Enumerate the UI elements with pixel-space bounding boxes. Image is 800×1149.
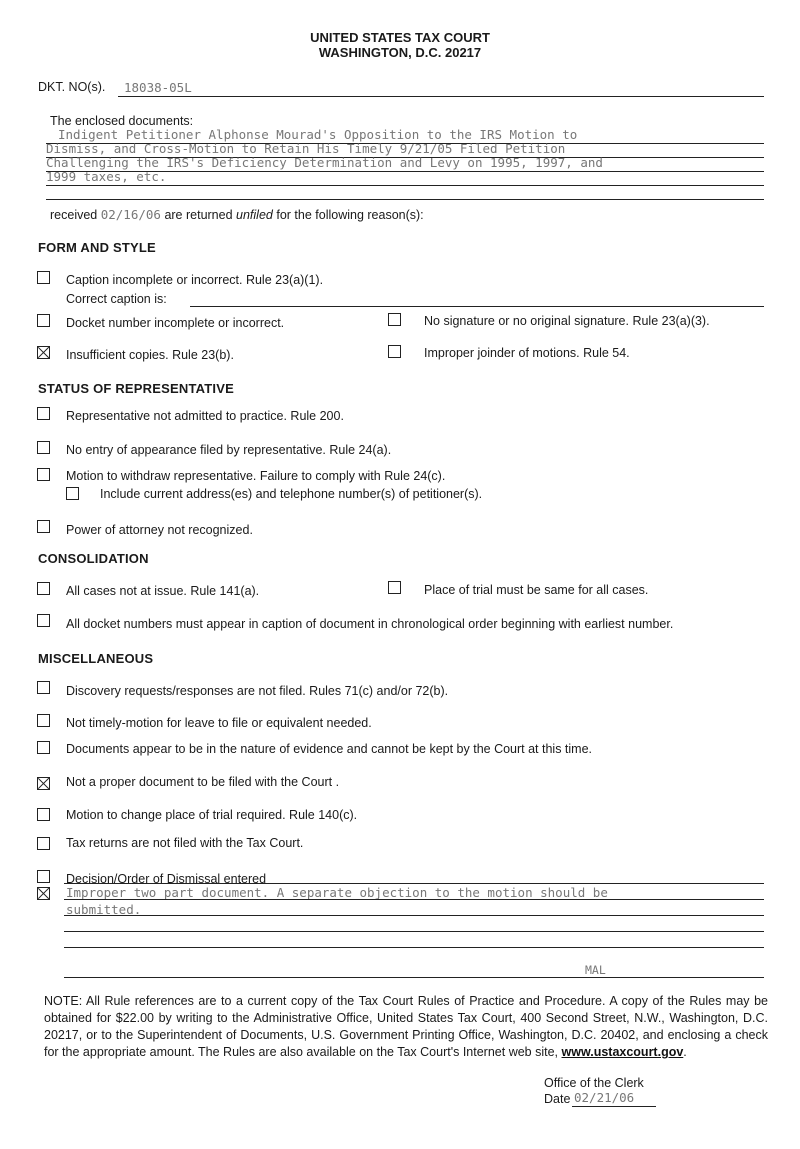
enclosed-line-3: Challenging the IRS's Deficiency Determination and Levy on 1995, 1997, and: [46, 155, 603, 170]
tax-returns-label: Tax returns are not filed with the Tax Court.: [66, 836, 304, 850]
received-mid: are returned: [164, 208, 233, 222]
other-line-1: [64, 899, 764, 900]
power-attorney-label: Power of attorney not recognized.: [66, 523, 253, 537]
date-label: Date: [544, 1092, 571, 1106]
checkbox-not-proper[interactable]: [37, 777, 50, 790]
docket-number: 18038-05L: [124, 80, 192, 95]
checkbox-withdraw[interactable]: [37, 468, 50, 481]
date-value: 02/21/06: [574, 1090, 635, 1105]
other-line-4: [64, 947, 764, 948]
rules-note: [44, 993, 768, 1061]
withdraw-label: Motion to withdraw representative. Failure to comply with Rule 24(c).: [66, 469, 446, 483]
not-timely-label: Not timely-motion for leave to file or equivalent needed.: [66, 716, 372, 730]
insufficient-copies-label: Insufficient copies. Rule 23(b).: [66, 348, 234, 362]
enclosed-line-2: Dismiss, and Cross-Motion to Retain His Timely 9/21/05 Filed Petition: [46, 141, 566, 156]
checkbox-no-entry[interactable]: [37, 441, 50, 454]
checkbox-not-admitted[interactable]: [37, 407, 50, 420]
checkbox-not-timely[interactable]: [37, 714, 50, 727]
checkbox-discovery[interactable]: [37, 681, 50, 694]
checkbox-include-address[interactable]: [66, 487, 79, 500]
checkbox-improper-joinder[interactable]: [388, 345, 401, 358]
received-line: [50, 207, 424, 222]
received-suffix: for the following reason(s):: [276, 208, 424, 222]
court-address: WASHINGTON, D.C. 20217: [318, 45, 482, 60]
other-reason-line-1: Improper two part document. A separate objection to the motion should be: [66, 885, 608, 900]
caption-label: Caption incomplete or incorrect. Rule 23(a)(1).: [66, 273, 324, 287]
no-signature-label: No signature or no original signature. Rule 23(a)(3).: [424, 314, 710, 328]
received-date: 02/16/06: [100, 207, 161, 222]
other-reason-line-2: submitted.: [66, 902, 142, 917]
enclosed-underline-4: [46, 185, 764, 186]
docket-label: DKT. NO(s).: [38, 80, 106, 94]
include-address-label: Include current address(es) and telephone number(s) of petitioner(s).: [100, 487, 483, 501]
correct-caption-label: Correct caption is:: [66, 292, 167, 306]
note-text: NOTE: All Rule references are to a current copy of the Tax Court Rules of Practice and Procedure. A copy of the Rules may be obtained for $22.00 by writing to the Administrative Office, United States Tax Court, 400 Second Street, N.W., Washington, D.C. 20217, or to the Superintendent of Documents, U.S. Government Printing Office, Washington, D.C. 20402, and enclosing a check for the appropriate amount. The Rules are also available on the Tax Court's Internet web site,: [44, 994, 768, 1059]
other-line-2: [64, 915, 764, 916]
checkbox-docket-order[interactable]: [37, 614, 50, 627]
court-name: UNITED STATES TAX COURT: [310, 30, 490, 45]
checkbox-docket-incomplete[interactable]: [37, 314, 50, 327]
enclosed-line-1: Indigent Petitioner Alphonse Mourad's Opposition to the IRS Motion to: [58, 127, 578, 142]
checkbox-other[interactable]: [37, 887, 50, 900]
docket-order-label: All docket numbers must appear in caption of document in chronological order beginning with earliest number.: [66, 617, 674, 631]
change-place-label: Motion to change place of trial required. Rule 140(c).: [66, 808, 358, 822]
improper-joinder-label: Improper joinder of motions. Rule 54.: [424, 346, 630, 360]
office-of-clerk: Office of the Clerk: [544, 1076, 644, 1090]
checkbox-evidence[interactable]: [37, 741, 50, 754]
enclosed-line-4: 1999 taxes, etc.: [46, 169, 167, 184]
section-form-style: FORM AND STYLE: [38, 240, 156, 255]
enclosed-label: The enclosed documents:: [50, 114, 194, 128]
not-proper-label: Not a proper document to be filed with the Court .: [66, 775, 340, 789]
website-link[interactable]: www.ustaxcourt.gov: [561, 1045, 684, 1059]
other-line-3: [64, 931, 764, 932]
checkbox-not-at-issue[interactable]: [37, 582, 50, 595]
checkbox-change-place[interactable]: [37, 808, 50, 821]
enclosed-underline-5: [46, 199, 764, 200]
not-at-issue-label: All cases not at issue. Rule 141(a).: [66, 584, 260, 598]
date-underline: [572, 1106, 656, 1107]
decision-label: Decision/Order of Dismissal entered: [66, 872, 267, 886]
checkbox-power-attorney[interactable]: [37, 520, 50, 533]
no-entry-label: No entry of appearance filed by representative. Rule 24(a).: [66, 443, 392, 457]
docket-incomplete-label: Docket number incomplete or incorrect.: [66, 316, 285, 330]
checkbox-tax-returns[interactable]: [37, 837, 50, 850]
clerk-initials: MAL: [585, 963, 606, 977]
received-unfiled: unfiled: [236, 208, 273, 222]
evidence-label: Documents appear to be in the nature of evidence and cannot be kept by the Court at this time.: [66, 742, 593, 756]
checkbox-no-signature[interactable]: [388, 313, 401, 326]
received-prefix: received: [50, 208, 98, 222]
section-consolidation: CONSOLIDATION: [38, 551, 149, 566]
place-of-trial-label: Place of trial must be same for all cases.: [424, 583, 649, 597]
correct-caption-line: [190, 306, 764, 307]
section-misc: MISCELLANEOUS: [38, 651, 154, 666]
note-period: .: [683, 1045, 687, 1059]
discovery-label: Discovery requests/responses are not filed. Rules 71(c) and/or 72(b).: [66, 684, 449, 698]
not-admitted-label: Representative not admitted to practice. Rule 200.: [66, 409, 344, 423]
checkbox-place-of-trial[interactable]: [388, 581, 401, 594]
other-line-5: [64, 977, 764, 978]
checkbox-insufficient-copies[interactable]: [37, 346, 50, 359]
checkbox-decision[interactable]: [37, 870, 50, 883]
docket-underline: [118, 96, 764, 97]
decision-line: [64, 883, 764, 884]
checkbox-caption[interactable]: [37, 271, 50, 284]
section-representative: STATUS OF REPRESENTATIVE: [38, 381, 234, 396]
